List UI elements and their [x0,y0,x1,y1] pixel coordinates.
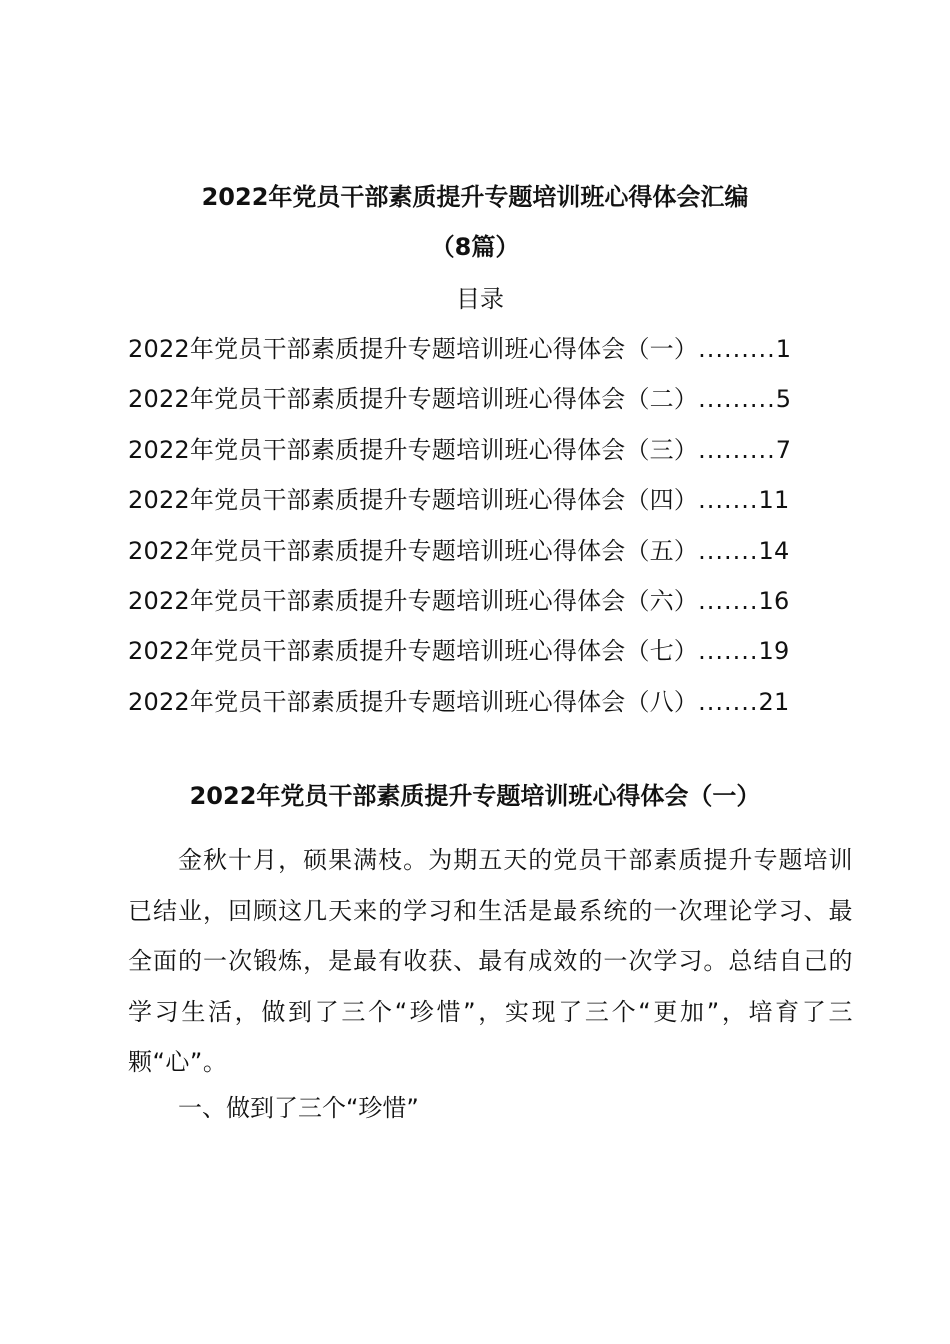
toc-entry-page: 11 [758,486,790,515]
toc-entry-page: 19 [758,637,790,666]
body-paragraph: 金秋十月，硕果满枝。为期五天的党员干部素质提升专题培训已结业，回顾这几天来的学习和生活是最系统的一次理论学习、最全面的一次锻炼，是最有收获、最有成效的一次学习。总结自己的学习生活，做到了三个“珍惜”，实现了三个“更加”，培育了三颗“心”。 [128,846,853,1076]
toc-entry-leader: ....... [698,687,759,716]
toc-entry[interactable] [128,434,848,484]
toc-entry[interactable] [128,585,848,635]
toc-entry[interactable] [128,484,848,534]
table-of-contents [128,333,848,736]
toc-entry-leader: ......... [698,435,776,464]
toc-entry-leader: ......... [698,335,776,363]
toc-entry[interactable] [128,635,848,685]
toc-entry-page: 7 [775,435,792,464]
toc-entry-label: 2022年党员干部素质提升专题培训班心得体会（三） [128,435,699,464]
toc-entry-label: 2022年党员干部素质提升专题培训班心得体会（七） [128,637,699,666]
toc-entry-label: 2022年党员干部素质提升专题培训班心得体会（五） [128,536,699,565]
toc-entry-page: 14 [758,536,790,565]
toc-entry-leader: ......... [698,385,776,414]
toc-entry[interactable] [128,383,848,433]
toc-entry[interactable] [128,535,848,585]
toc-entry-page: 1 [775,335,792,363]
toc-entry-leader: ....... [698,637,759,666]
toc-entry-label: 2022年党员干部素质提升专题培训班心得体会（一） [128,335,699,363]
toc-entry-label: 2022年党员干部素质提升专题培训班心得体会（六） [128,586,699,615]
toc-entry[interactable] [128,333,848,383]
toc-entry-leader: ....... [698,536,759,565]
toc-entry-leader: ....... [698,486,759,515]
toc-entry-page: 16 [758,586,790,615]
document-title: 2022年党员干部素质提升专题培训班心得体会汇编 [201,183,749,211]
toc-entry-label: 2022年党员干部素质提升专题培训班心得体会（四） [128,486,699,515]
toc-entry-page: 21 [758,687,790,716]
toc-entry-label: 2022年党员干部素质提升专题培训班心得体会（二） [128,385,699,414]
toc-entry-label: 2022年党员干部素质提升专题培训班心得体会（八） [128,687,699,716]
toc-entry-page: 5 [775,385,792,414]
toc-entry[interactable] [128,686,848,736]
toc-heading: 目录 [456,285,504,313]
document-subtitle: （8篇） [430,233,520,261]
section-subheading: 一、做到了三个“珍惜” [178,1094,419,1122]
toc-entry-leader: ....... [698,586,759,615]
section-title: 2022年党员干部素质提升专题培训班心得体会（一） [189,781,761,810]
